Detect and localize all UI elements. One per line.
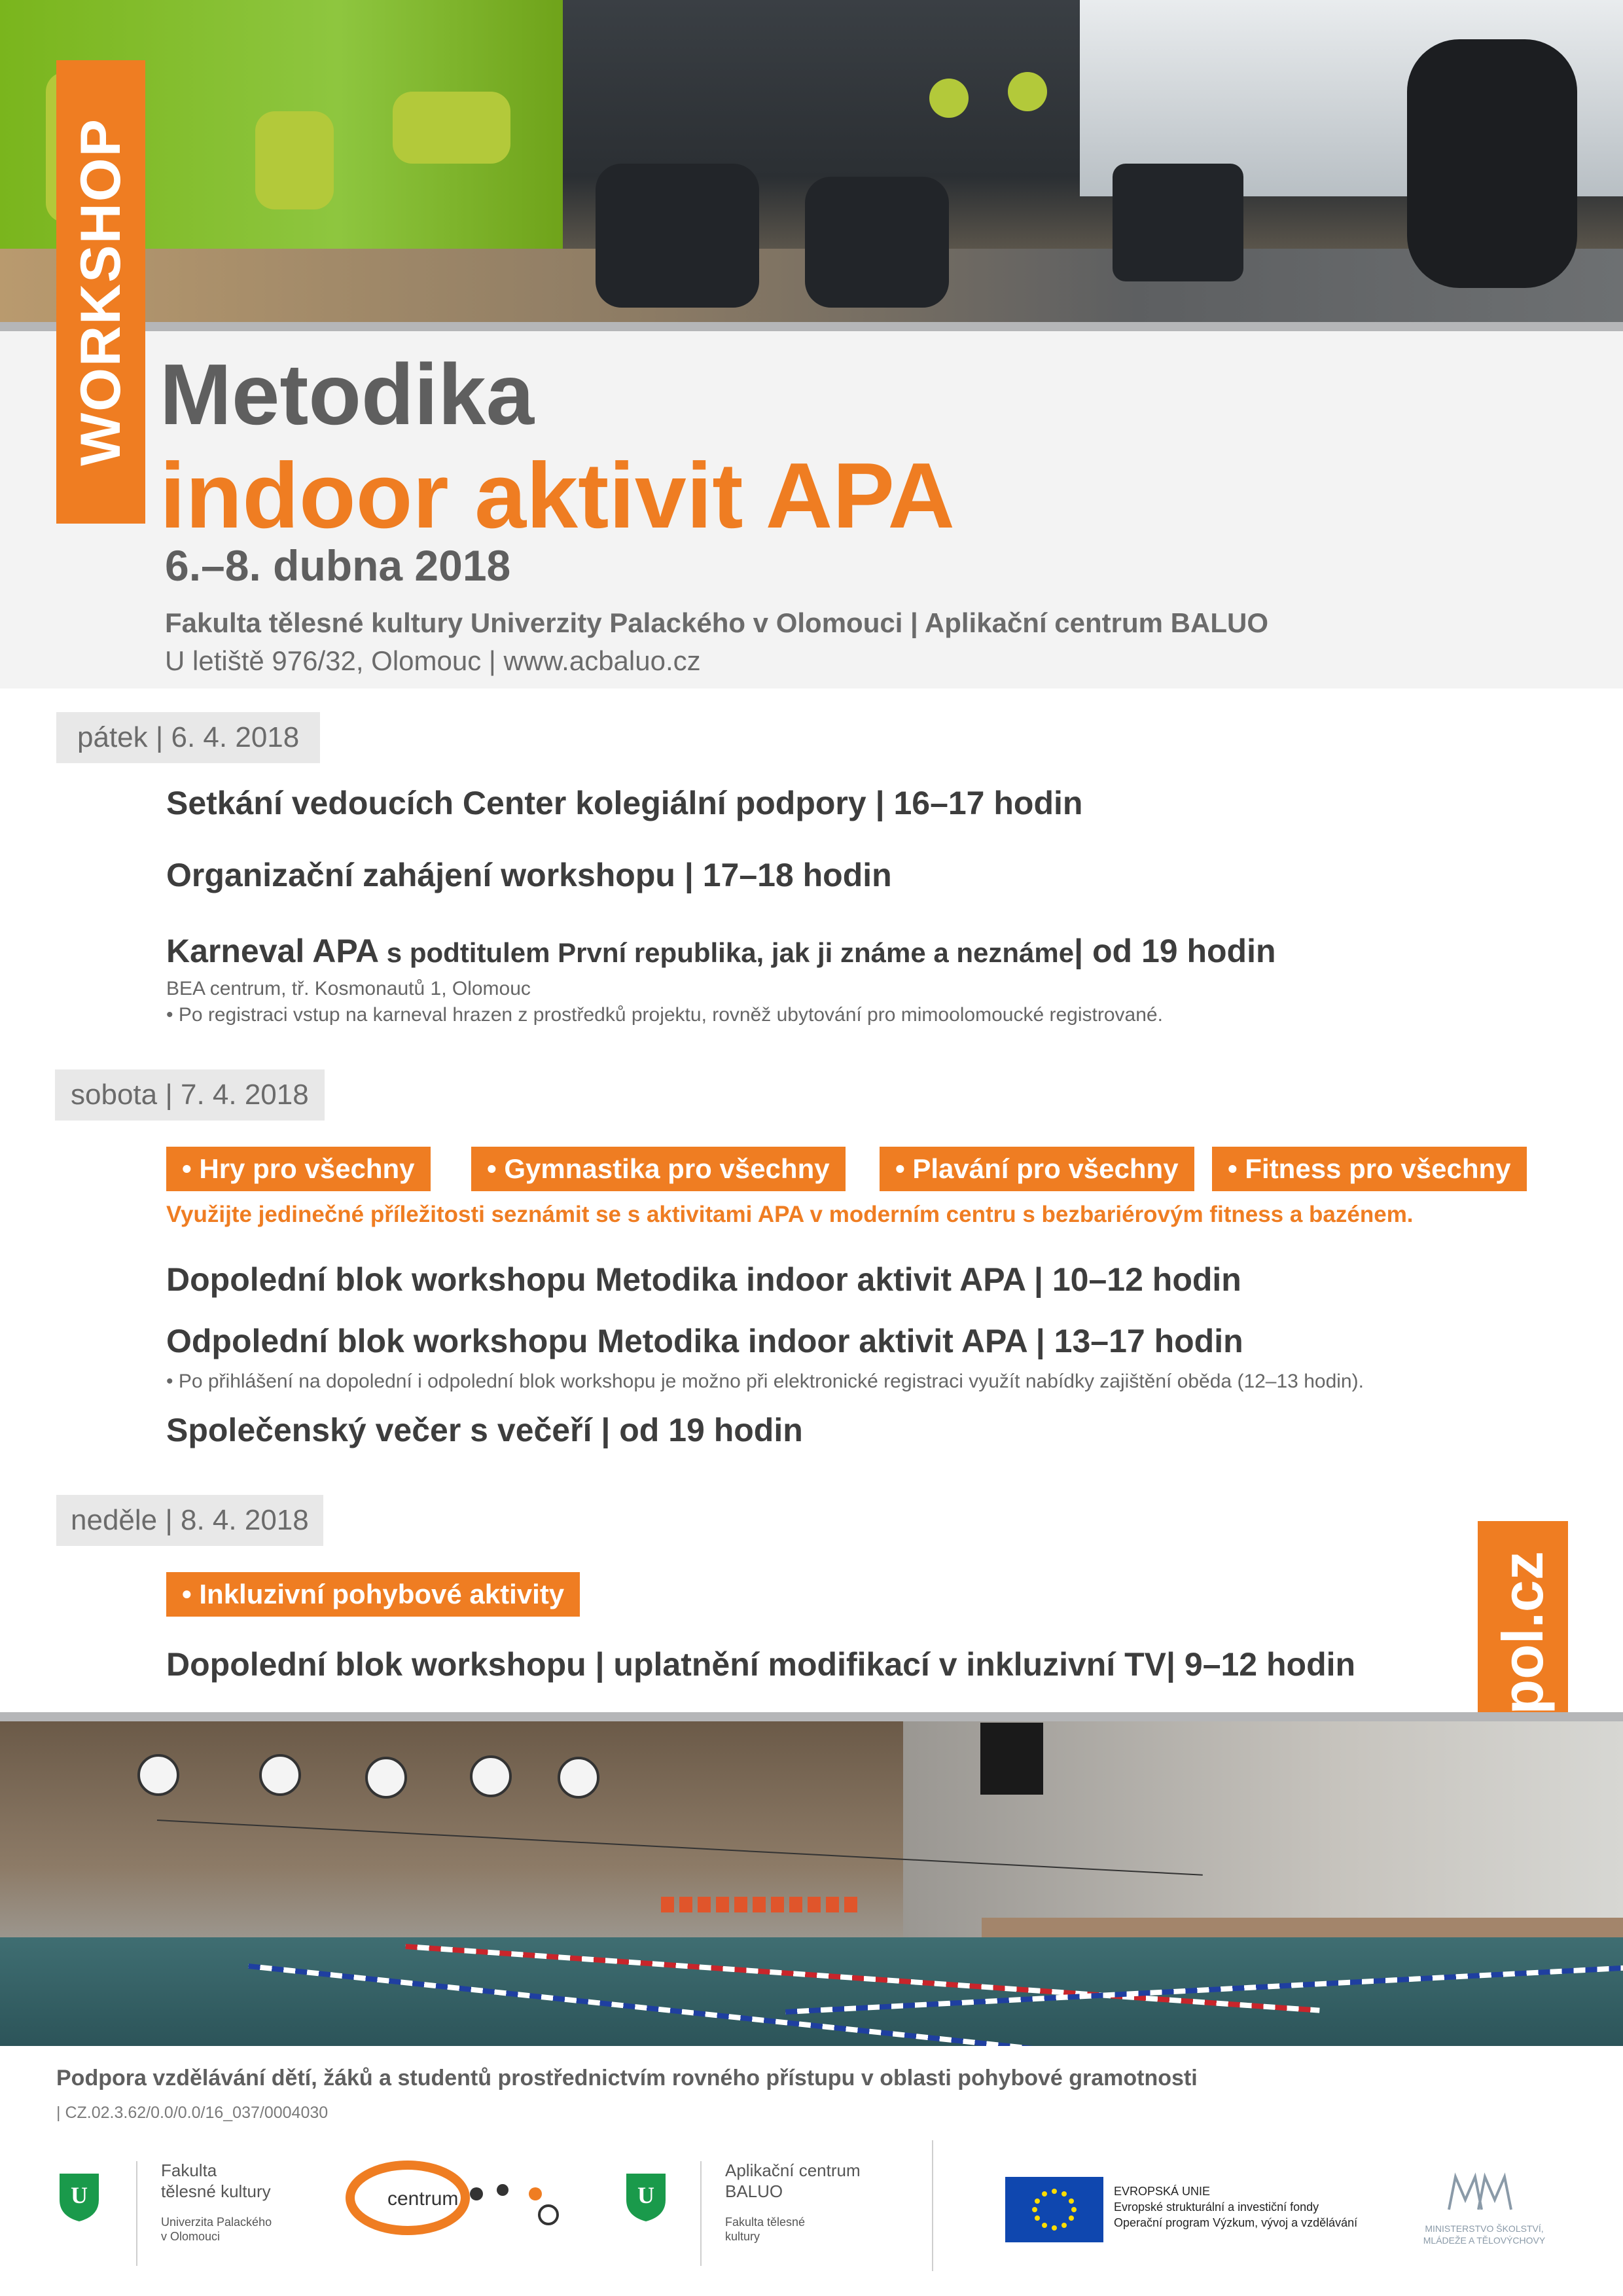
tag-fitness: • Fitness pro všechny [1212,1147,1527,1191]
centrum-label: centrum [387,2188,459,2210]
day-label-saturday: sobota | 7. 4. 2018 [55,1069,325,1121]
photo-divider-2 [0,1712,1623,1721]
ftk-university: Univerzita Palackého v Olomouci [161,2215,272,2243]
friday-item-1: Setkání vedoucích Center kolegiální podpory | 16–17 hodin [166,785,1083,821]
sunday-item: Dopolední blok workshopu | uplatnění modifikací v inkluzivní TV| 9–12 hodin [166,1646,1356,1683]
tag-games: • Hry pro všechny [166,1147,431,1191]
gym-photo [0,0,1623,322]
saturday-evening: Společenský večer s večeří | od 19 hodin [166,1412,803,1448]
carnival-time: | od 19 hodin [1074,933,1276,969]
carnival-subtitle: s podtitulem První republika, jak ji známe a neznáme [379,937,1075,968]
photo-divider [0,322,1623,331]
baluo-logo-icon [623,2170,669,2223]
carnival-note: • Po registraci vstup na karneval hrazen z prostředků projektu, rovněž ubytování pro mimoolomoucké registrované. [166,1004,1163,1026]
tag-inclusive: • Inkluzivní pohybové aktivity [166,1572,580,1617]
msmt-logo-icon [1442,2170,1514,2216]
eu-flag-icon [1005,2177,1103,2242]
venue: Fakulta tělesné kultury Univerzity Palackého v Olomouci | Aplikační centrum BALUO [165,607,1268,638]
lunch-note: • Po přihlášení na dopolední i odpolední blok workshopu je možno při elektronické registraci využít nabídky zajištění oběda (12–13 hodin). [166,1371,1364,1392]
saturday-tagline: Využijte jedinečné příležitosti seznámit se s aktivitami APA v moderním centru s bezbariérovým fitness a bazénem. [166,1202,1414,1227]
baluo-name: Aplikační centrum BALUO [725,2161,861,2201]
friday-item-2: Organizační zahájení workshopu | 17–18 hodin [166,857,892,893]
title-line2: indoor aktivit APA [160,444,955,548]
workshop-tab [56,60,145,524]
title-line1: Metodika [160,346,535,442]
baluo-faculty: Fakulta tělesné kultury [725,2215,806,2243]
carnival-item [166,932,1276,970]
msmt-text: MINISTERSTVO ŠKOLSTVÍ, MLÁDEŽE A TĚLOVÝCHOVY [1423,2223,1546,2246]
address: U letiště 976/32, Olomouc | www.acbaluo.cz [165,645,701,676]
pool-photo [0,1721,1623,2046]
workshop-label: WORKSHOP [69,118,132,466]
ftk-logo-icon [56,2170,102,2223]
svg-text:U: U [71,2182,88,2208]
project-code: | CZ.02.3.62/0.0/0.0/16_037/0004030 [56,2104,329,2122]
event-dates: 6.–8. dubna 2018 [165,541,511,590]
saturday-item-2: Odpolední blok workshopu Metodika indoor aktivit APA | 13–17 hodin [166,1323,1243,1359]
day-label-sunday: neděle | 8. 4. 2018 [56,1495,323,1546]
carnival-title: Karneval APA [166,933,380,969]
saturday-item-1: Dopolední blok workshopu Metodika indoor aktivit APA | 10–12 hodin [166,1261,1241,1298]
ftk-name: Fakulta tělesné kultury [161,2161,271,2201]
svg-text:U: U [637,2182,654,2208]
tag-swimming: • Plavání pro všechny [880,1147,1194,1191]
tag-gymnastics: • Gymnastika pro všechny [471,1147,846,1191]
day-label-friday: pátek | 6. 4. 2018 [56,712,320,763]
carnival-location: BEA centrum, tř. Kosmonautů 1, Olomouc [166,978,531,999]
footer-support-text: Podpora vzdělávání dětí, žáků a studentů prostřednictvím rovného přístupu v oblasti pohybové gramotnosti [56,2066,1198,2090]
eu-text: EVROPSKÁ UNIE Evropské strukturální a investiční fondy Operační program Výzkum, vývoj a vzdělávání [1114,2185,1358,2229]
